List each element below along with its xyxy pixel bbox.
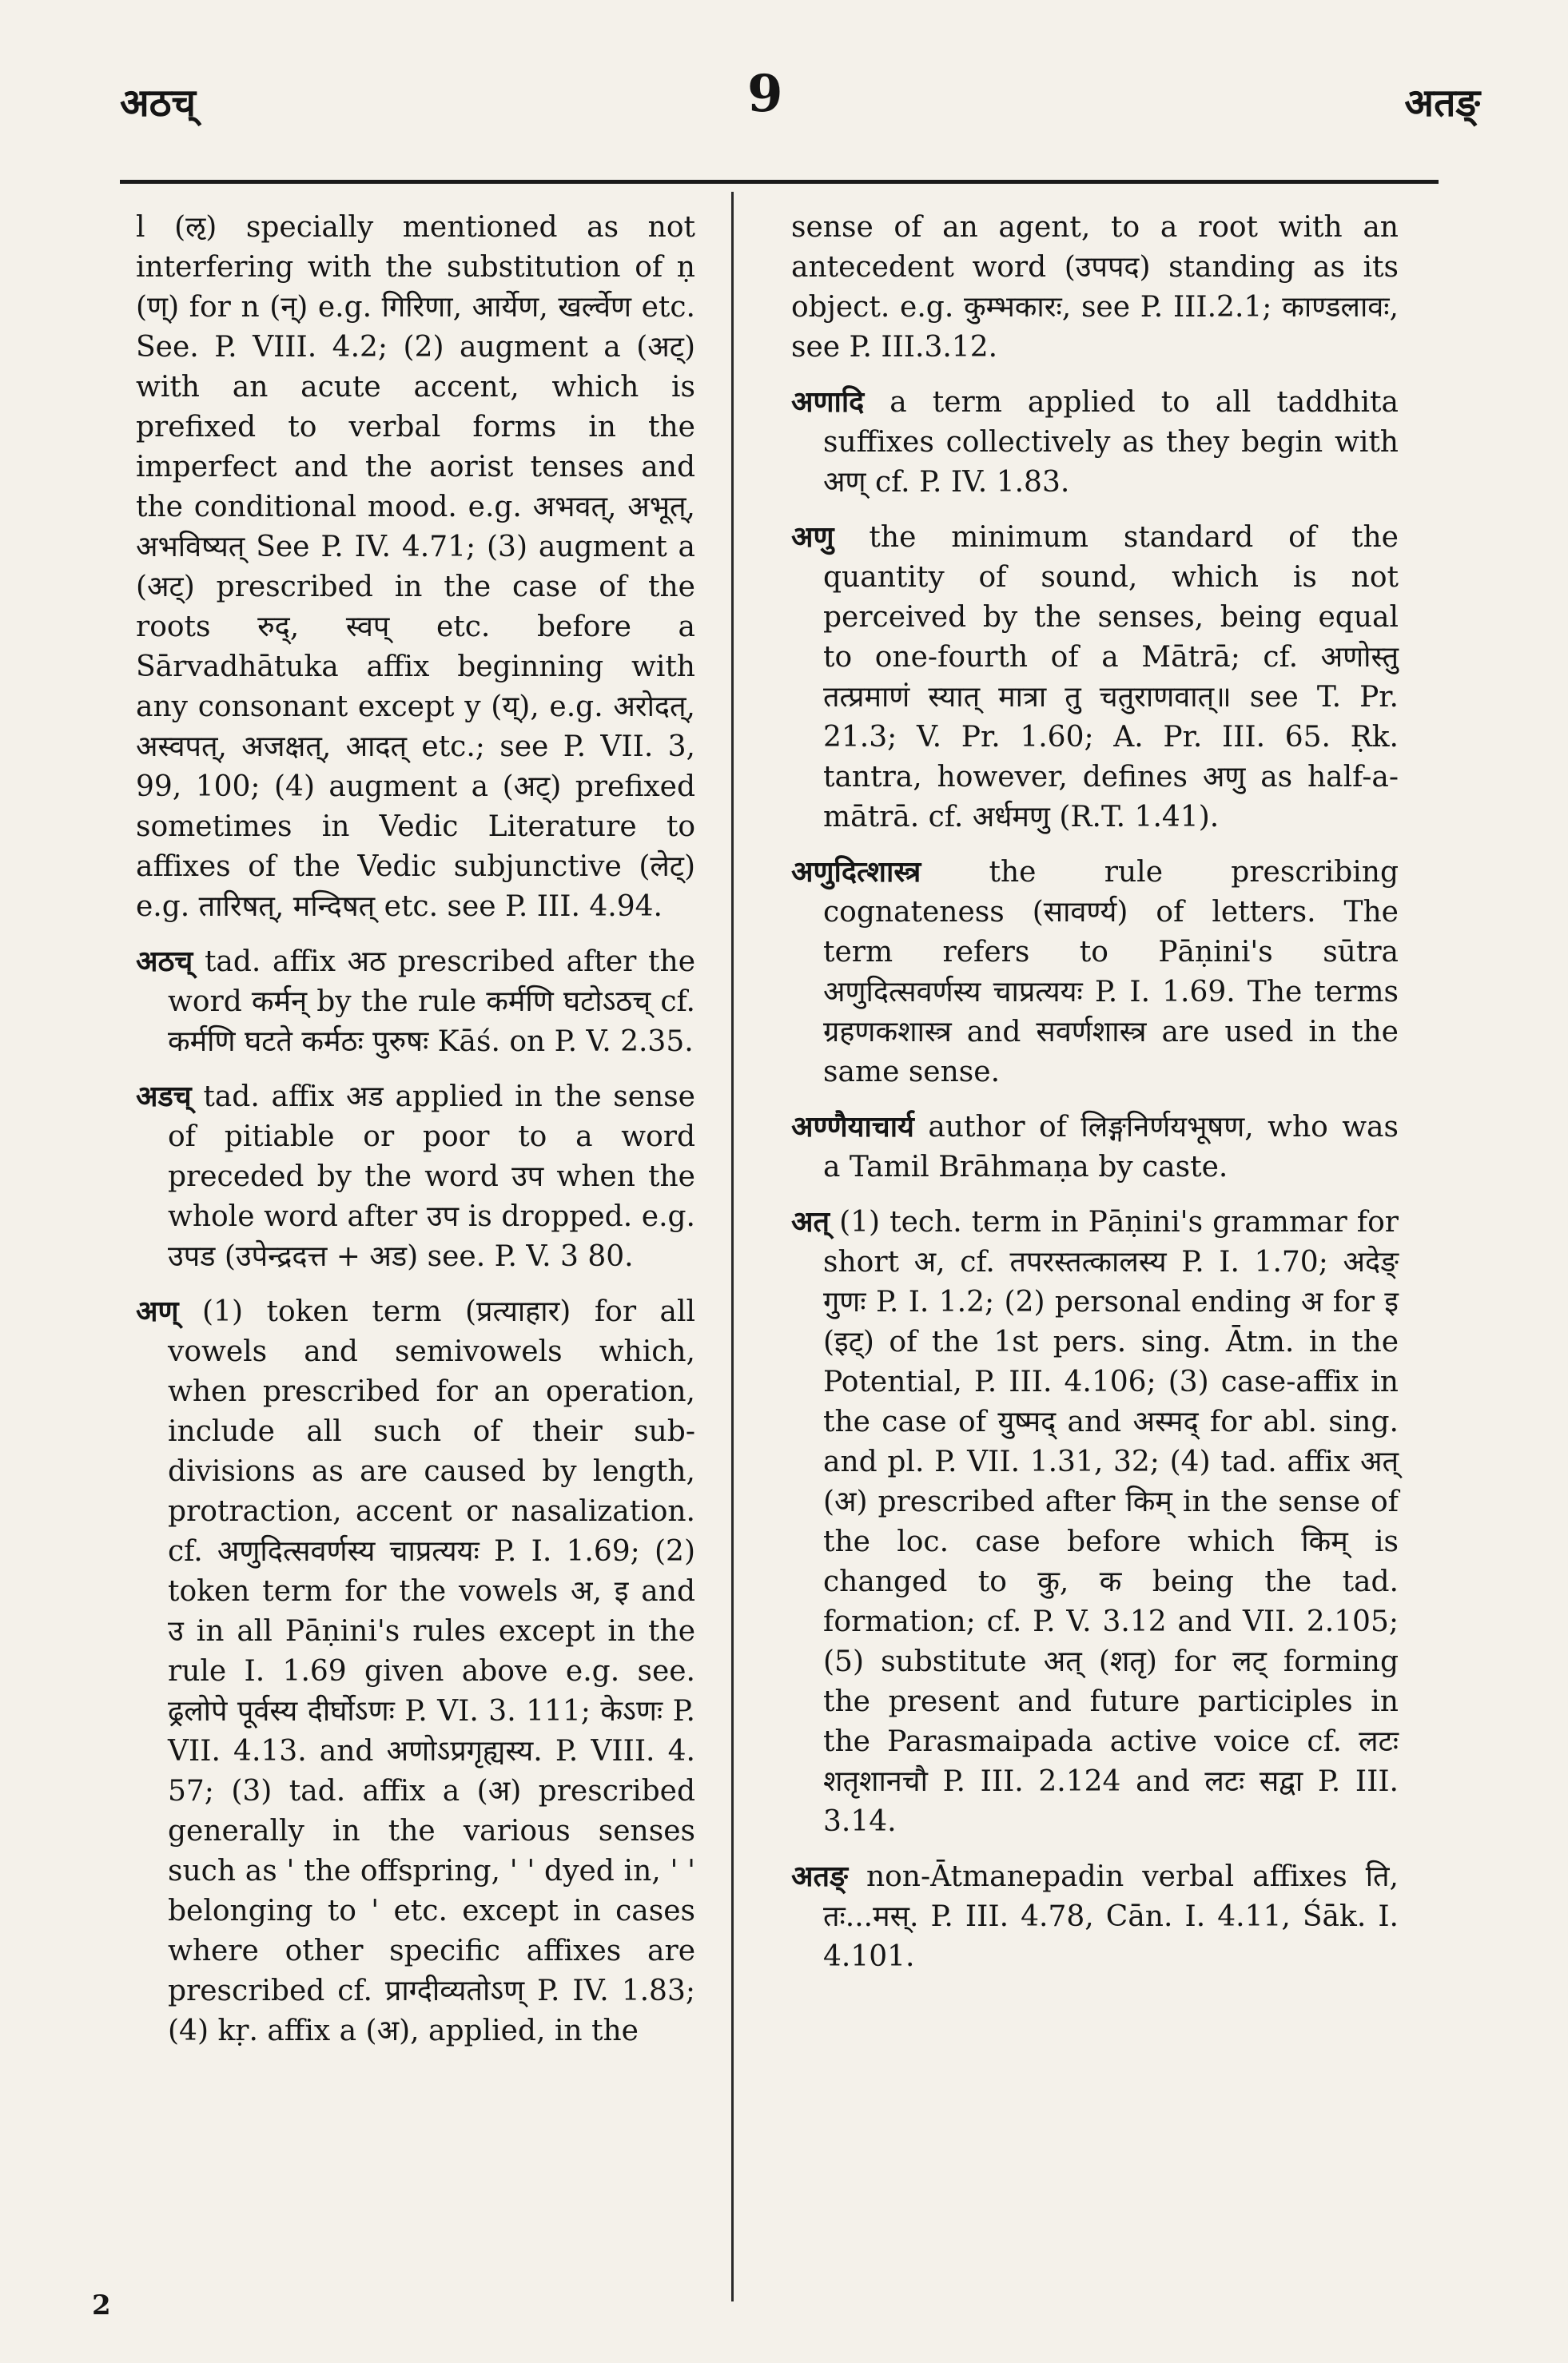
entry-text: tad. affix अठ prescribed after the word कर्मन् by the rule कर्मणि घटोऽठच् cf. कर्मणि घटते कर्मठः पुरुषः Kāś. on P. V. 2.35. — [168, 945, 695, 1058]
entry-text: l (ऌ) specially mentioned as not interfering with the substitution of ṇ (ण्) for n (न्) e.g. गिरिणा, आर्येण, खर्ल्वेण etc. See. P. VIII. 4.2; (2) augment a (अट्) with an acute accent, which is prefixed to verbal forms in the imperfect and the aorist tenses and the conditional mood. e.g. अभवत्, अभूत्, अभविष्यत् See P. IV. 4.71; (3) augment a (अट्) prescribed in the case of the roots रुद्, स्वप् etc. before a Sārvadhātuka affix beginning with any consonant except y (य्), e.g. अरोदत्, अस्वपत्, अजक्षत्, आदत् etc.; see P. VII. 3, 99, 100; (4) augment a (अट्) prefixed sometimes in Vedic Literature to affixes of the Vedic subjunctive (लेट्) e.g. तारिषत्, मन्दिषत् etc. see P. III. 4.94. — [136, 211, 695, 923]
header-rule — [120, 180, 1439, 184]
entry-text: the rule prescribing cognateness (सावर्ण्य) of letters. The term refers to Pāṇini's sūtra अणुदित्सवर्णस्य चाप्रत्ययः P. I. 1.69. The terms ग्रहणकशास्त्र and सवर्णशास्त्र are used in the same sense. — [823, 856, 1399, 1088]
entry-headword: अण् — [136, 1295, 179, 1328]
entry-headword: अत् — [791, 1205, 830, 1239]
entry-text: tad. affix अड applied in the sense of pitiable or poor to a word preceded by the word उप when the whole word after उप is dropped. e.g. उपड (उपेन्द्रदत्त + अड) see. P. V. 3 80. — [168, 1080, 695, 1273]
dictionary-entry — [791, 1107, 1399, 1187]
entry-headword: अठच् — [136, 945, 193, 978]
dictionary-entry — [791, 852, 1399, 1092]
dictionary-entry — [791, 1202, 1399, 1842]
entry-headword: अणुदित्शास्त्र — [791, 855, 921, 889]
right-column — [791, 208, 1399, 1991]
entry-headword: अतङ् — [791, 1860, 848, 1893]
column-divider — [731, 192, 734, 2301]
entry-text: author of लिङ्गनिर्णयभूषण, who was a Tamil Brāhmaṇa by caste. — [823, 1111, 1399, 1183]
entry-headword: अडच् — [136, 1080, 192, 1113]
dictionary-entry — [791, 382, 1399, 503]
left-column — [136, 208, 695, 2066]
dictionary-entry — [136, 1076, 695, 1277]
entry-headword: अणादि — [791, 385, 865, 419]
entry-headword: अणु — [791, 520, 834, 554]
entry-headword: अण्णैयाचार्य — [791, 1110, 914, 1144]
header-left-headword: अठच् — [120, 81, 197, 125]
entry-text: (1) tech. term in Pāṇini's grammar for short अ, cf. तपरस्तत्कालस्य P. I. 1.70; अदेङ् गुणः P. I. 1.2; (2) personal ending अ for इ (इट्) of the 1st pers. sing. Ātm. in the Potential, P. III. 4.106; (3) case-affix in the case of युष्मद् and अस्मद् for abl. sing. and pl. P. VII. 1.31, 32; (4) tad. affix अत् (अ) prescribed after किम् in the sense of the loc. case before which किम् is changed to कु, क being the tad. formation; cf. P. V. 3.12 and VII. 2.105; (5) substitute अत् (शतृ) for लट् forming the present and future participles in the Parasmaipada active voice cf. लटः शतृशानचौ P. III. 2.124 and लटः सद्वा P. III. 3.14. — [823, 1206, 1399, 1838]
dictionary-entry — [791, 1856, 1399, 1977]
entry-text: (1) token term (प्रत्याहार) for all vowels and semivowels which, when prescribed for an operation, include all such of their sub-divisions as are caused by length, protraction, accent or nasalization. cf. अणुदित्सवर्णस्य चाप्रत्ययः P. I. 1.69; (2) token term for the vowels अ, इ and उ in all Pāṇini's rules except in the rule I. 1.69 given above e.g. see. ढ्रलोपे पूर्वस्य दीर्घोऽणः P. VI. 3. 111; केऽणः P. VII. 4.13. and अणोऽप्रगृह्यस्य. P. VIII. 4. 57; (3) tad. affix a (अ) prescribed generally in the various senses such as ' the offspring, ' ' dyed in, ' ' belonging to ' etc. except in cases where other specific affixes are prescribed cf. प्राग्दीव्यतोऽण् P. IV. 1.83; (4) kṛ. affix a (अ), applied, in the — [168, 1295, 695, 2047]
dictionary-entry — [791, 208, 1399, 368]
dictionary-entry — [136, 208, 695, 927]
dictionary-entry — [791, 517, 1399, 837]
entry-text: sense of an agent, to a root with an antecedent word (उपपद) standing as its object. e.g. कुम्भकारः, see P. III.2.1; काण्डलावः, see P. III.3.12. — [791, 211, 1399, 364]
header-right-headword: अतङ् — [1404, 81, 1480, 125]
entry-text: non-Ātmanepadin verbal affixes ति, तः...मस्. P. III. 4.78, Cān. I. 4.11, Śāk. I. 4.101. — [823, 1860, 1399, 1973]
dictionary-entry — [136, 941, 695, 1062]
entry-text: a term applied to all taddhita suffixes collectively as they begin with अण् cf. P. IV. 1.83. — [823, 386, 1399, 499]
dictionary-entry — [136, 1291, 695, 2051]
page-number: 9 — [747, 64, 783, 124]
entry-text: the minimum standard of the quantity of sound, which is not perceived by the senses, being equal to one-fourth of a Mātrā; cf. अणोस्तु तत्प्रमाणं स्यात् मात्रा तु चतुराणवात्॥ see T. Pr. 21.3; V. Pr. 1.60; A. Pr. III. 65. Ṛk. tantra, however, defines अणु as half-a-mātrā. cf. अर्धमणु (R.T. 1.41). — [823, 521, 1399, 833]
signature-mark: 2 — [92, 2289, 111, 2321]
